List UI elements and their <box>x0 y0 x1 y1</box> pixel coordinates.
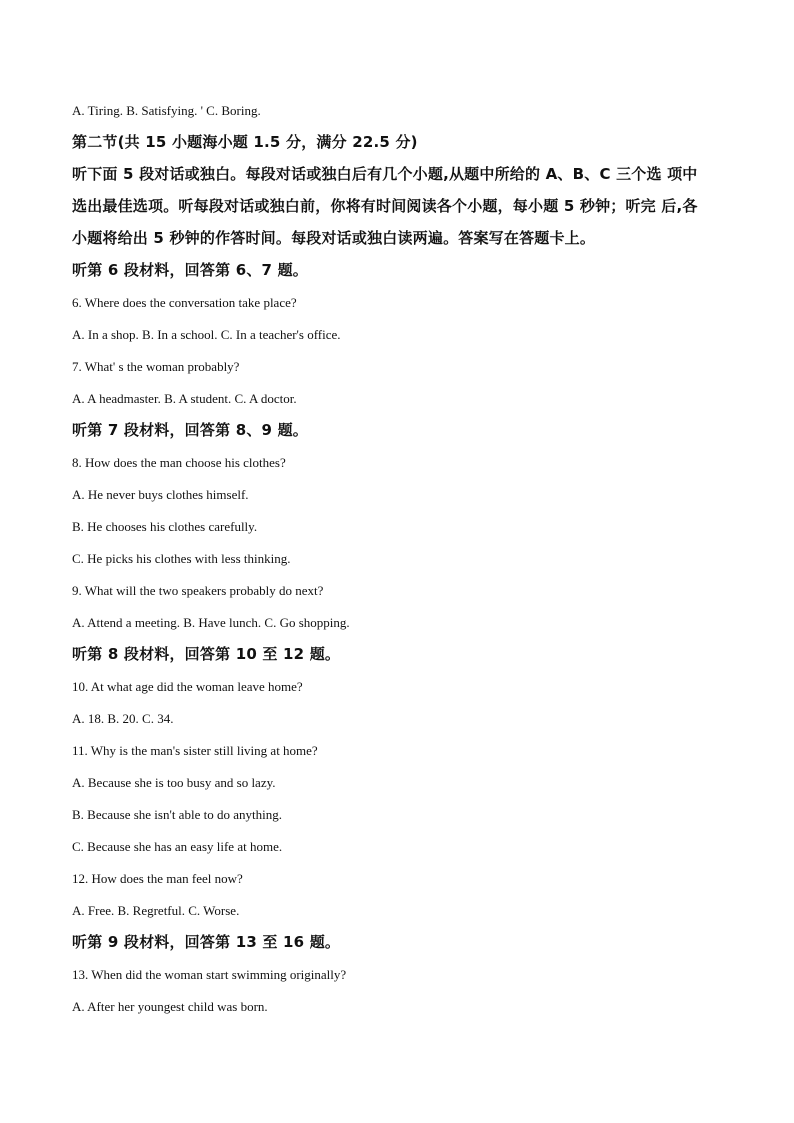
instructions-line-2: 选出最佳选项。听每段对话或独白前，你将有时间阅读各个小题，每小题 5 秒钟；听完 后,各 <box>72 197 698 215</box>
document-page <box>72 101 732 1017</box>
question-7: 7. What' s the woman probably? <box>72 359 240 374</box>
question-8-option-c: C. He picks his clothes with less thinking. <box>72 551 291 566</box>
question-12: 12. How does the man feel now? <box>72 871 243 886</box>
question-11-option-a: A. Because she is too busy and so lazy. <box>72 775 276 790</box>
question-11-option-b: B. Because she isn't able to do anything. <box>72 807 282 822</box>
question-9-options: A. Attend a meeting. B. Have lunch. C. Go shopping. <box>72 615 350 630</box>
question-12-options: A. Free. B. Regretful. C. Worse. <box>72 903 240 918</box>
question-13: 13. When did the woman start swimming originally? <box>72 967 347 982</box>
question-6-options: A. In a shop. B. In a school. C. In a teacher's office. <box>72 327 341 342</box>
section-title: 第二节(共 15 小题海小题 1.5 分，满分 22.5 分) <box>72 133 418 151</box>
question-7-options: A. A headmaster. B. A student. C. A doctor. <box>72 391 297 406</box>
instructions-line-3: 小题将给出 5 秒钟的作答时间。每段对话或独白读两遍。答案写在答题卡上。 <box>72 229 596 247</box>
question-8-option-a: A. He never buys clothes himself. <box>72 487 249 502</box>
question-10: 10. At what age did the woman leave home? <box>72 679 303 694</box>
question-8-option-b: B. He chooses his clothes carefully. <box>72 519 258 534</box>
instructions-line-1: 听下面 5 段对话或独白。每段对话或独白后有几个小题,从题中所给的 A、B、C 三个选 项中 <box>72 165 698 183</box>
option-line-q5: A. Tiring. B. Satisfying. ' C. Boring. <box>72 103 261 118</box>
material-9-heading: 听第 9 段材料，回答第 13 至 16 题。 <box>72 933 341 951</box>
material-8-heading: 听第 8 段材料，回答第 10 至 12 题。 <box>72 645 341 663</box>
question-11: 11. Why is the man's sister still living at home? <box>72 743 318 758</box>
question-13-option-a: A. After her youngest child was born. <box>72 999 268 1014</box>
material-7-heading: 听第 7 段材料，回答第 8、9 题。 <box>72 421 309 439</box>
question-8: 8. How does the man choose his clothes? <box>72 455 286 470</box>
question-9: 9. What will the two speakers probably do next? <box>72 583 324 598</box>
question-11-option-c: C. Because she has an easy life at home. <box>72 839 283 854</box>
question-10-options: A. 18. B. 20. C. 34. <box>72 711 174 726</box>
material-6-heading: 听第 6 段材料，回答第 6、7 题。 <box>72 261 309 279</box>
question-6: 6. Where does the conversation take place? <box>72 295 297 310</box>
